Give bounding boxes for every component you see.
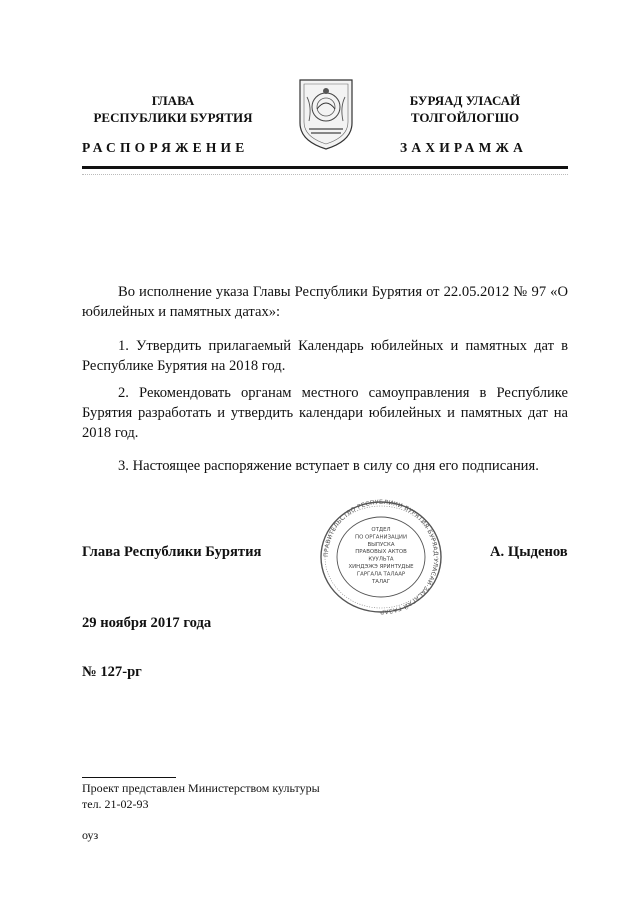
footnote-code: оуз	[82, 828, 99, 842]
footnote-phone: тел. 21-02-93	[82, 797, 149, 811]
item-1-paragraph: 1. Утвердить прилагаемый Календарь юбилейных и памятных дат в Республике Бурятия на 2018 год.	[82, 338, 568, 374]
footnote-divider	[82, 777, 176, 778]
header-divider	[82, 166, 568, 169]
header-left-line1: ГЛАВА	[151, 93, 195, 108]
item-3-paragraph: 3. Настоящее распоряжение вступает в силу со дня его подписания.	[118, 458, 539, 474]
header-right-line2: ТОЛГОЙЛОГШО	[410, 110, 520, 125]
doc-type-right: ЗАХИРАМЖА	[400, 140, 528, 155]
header-dotted-divider	[82, 174, 568, 175]
seal-inner-line: КУУЛЬТА	[368, 556, 394, 563]
doc-type-left: РАСПОРЯЖЕНИЕ	[82, 140, 249, 155]
seal-inner-line: ГАРГАЛА ТАЛААР	[356, 571, 406, 578]
official-seal-icon	[312, 498, 450, 616]
header-left	[78, 92, 268, 126]
header-left-line2: РЕСПУБЛИКИ БУРЯТИЯ	[93, 110, 253, 125]
document-date: 29 ноября 2017 года	[82, 615, 212, 631]
footnote-prepared-by: Проект представлен Министерством культуры	[82, 781, 320, 795]
seal-inner-line: ПО ОРГАНИЗАЦИИ	[355, 534, 407, 541]
seal-inner-line: ТАЛАГ	[371, 578, 391, 585]
coat-of-arms-icon	[297, 77, 355, 151]
seal-inner-line: ХИНДЭЖЭ ЯРИНТУДЫЕ	[348, 564, 414, 570]
intro-paragraph: Во исполнение указа Главы Республики Бурятия от 22.05.2012 № 97 «О юбилейных и памятных датах»:	[82, 284, 568, 320]
header-right-line1: БУРЯАД УЛАСАЙ	[409, 93, 521, 108]
seal-inner-line: ПРАВОВЫХ АКТОВ	[355, 549, 407, 556]
seal-inner-line: ВЫПУСКА	[367, 541, 395, 548]
seal-inner-line: ОТДЕЛ	[371, 527, 391, 533]
item-2-paragraph: 2. Рекомендовать органам местного самоуправления в Республике Бурятия разработать и утвердить календари юбилейных и памятных дат на 2018 год.	[82, 385, 568, 441]
signatory-name: А. Цыденов	[490, 544, 568, 560]
document-number: № 127-рг	[82, 664, 142, 680]
svg-text:ПРАВИТЕЛЬСТВО РЕСПУБЛИКИ БУРЯТ: ПРАВИТЕЛЬСТВО РЕСПУБЛИКИ БУРЯТИЯ БУРЯАД УЛАСАЙ ЗАСАГАЙ ГАЗАР	[322, 498, 440, 616]
signatory-title: Глава Республики Бурятия	[82, 544, 262, 560]
header-right	[390, 92, 540, 126]
